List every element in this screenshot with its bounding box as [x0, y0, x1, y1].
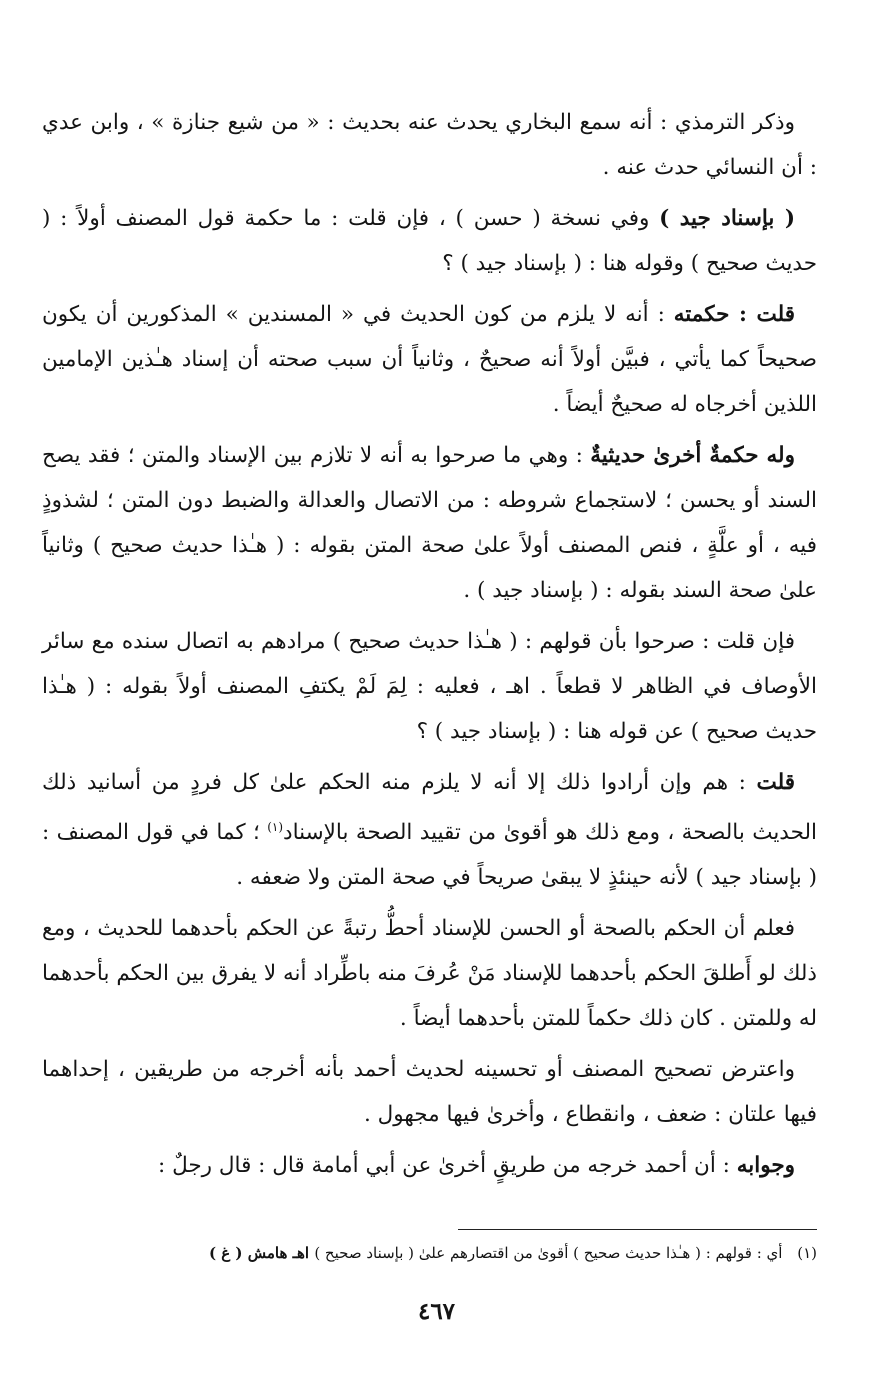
bold-term: قلت : حكمته [673, 302, 795, 327]
paragraph [42, 100, 817, 190]
paragraph [42, 1143, 817, 1188]
footnote-divider [458, 1229, 817, 1230]
paragraph-text: : هم وإن أرادوا ذلك إلا أنه لا يلزم منه الحكم علىٰ كل فردٍ من أسانيد ذلك الحديث بالصحة ، ومع ذلك هو أقوىٰ من تقييد الصحة بالإسناد [42, 770, 817, 846]
bold-term: وله حكمةٌ أخرىٰ حديثيةٌ [590, 443, 795, 468]
paragraph [42, 906, 817, 1041]
footnote-source: اهـ هامش ( غ ) [208, 1244, 315, 1262]
paragraph-text: : أنه لا يلزم من كون الحديث في « المسندين » المذكورين أن يكون صحيحاً كما يأتي ، فبيَّن أولاً أنه صحيحٌ ، وثانياً أن سبب صحته أن إسناد هـٰذين الإمامين اللذين أخرجاه له صحيحٌ أيضاً . [42, 302, 817, 417]
bold-term: وجوابه [736, 1153, 795, 1179]
footnote-ref: (١) [267, 820, 284, 834]
page-body [42, 100, 817, 1194]
bold-term: قلت [756, 770, 795, 795]
page-number: ٤٦٧ [417, 1298, 456, 1325]
paragraph [42, 619, 817, 754]
paragraph [42, 760, 817, 900]
paragraph-text: فعلم أن الحكم بالصحة أو الحسن للإسناد أحطُّ رتبةً عن الحكم بأحدهما للحديث ، ومع ذلك لو أَطلقَ الحكم بأحدهما للإسناد مَنْ عُرفَ منه باطِّراد أنه لا يفرق بين الحكم بأحدهما له وللمتن . كان ذلك حكماً للمتن بأحدهما أيضاً . [42, 916, 817, 1032]
paragraph [42, 433, 817, 613]
paragraph-text: ؛ كما في قول المصنف : ( بإسناد جيد ) لأنه حينئذٍ لا يبقىٰ صريحاً في صحة المتن ولا ضعفه . [42, 820, 817, 891]
paragraph-text: فإن قلت : صرحوا بأن قولهم : ( هـٰذا حديث صحيح ) مرادهم به اتصال سنده مع سائر الأوصاف في الظاهر لا قطعاً . اهـ ، فعليه : لِمَ لَمْ يكتفِ المصنف أولاً بقوله : ( هـٰذا حديث صحيح ) عن قوله هنا : ( بإسناد جيد ) ؟ [42, 629, 817, 744]
paragraph [42, 292, 817, 427]
footnote [42, 1240, 817, 1266]
paragraph-text: وذكر الترمذي : أنه سمع البخاري يحدث عنه بحديث : « من شيع جنازة » ، وابن عدي : أن النسائي حدث عنه . [42, 110, 817, 180]
paragraph-text: واعترض تصحيح المصنف أو تحسينه لحديث أحمد بأنه أخرجه من طريقين ، إحداهما فيها علتان : ضعف ، وانقطاع ، وأخرىٰ فيها مجهول . [42, 1057, 817, 1128]
paragraph-text: : أن أحمد خرجه من طريقٍ أخرىٰ عن أبي أمامة قال : قال رجلٌ : [158, 1153, 737, 1179]
bold-term: ( بإسناد جيد ) [659, 206, 796, 231]
paragraph [42, 1047, 817, 1137]
paragraph-text: وفي نسخة ( حسن ) ، فإن قلت : ما حكمة قول المصنف أولاً : ( حديث صحيح ) وقوله هنا : ( بإسناد جيد ) ؟ [42, 206, 817, 276]
paragraph [42, 196, 817, 286]
footnote-number: (١) [797, 1244, 817, 1262]
footnote-text: أي : قولهم : ( هـٰذا حديث صحيح ) أقوىٰ من اقتصارهم علىٰ ( بإسناد صحيح ) [314, 1244, 783, 1262]
paragraph-text: : وهي ما صرحوا به أنه لا تلازم بين الإسناد والمتن ؛ فقد يصح السند أو يحسن ؛ لاستجماع شروطه : من الاتصال والعدالة والضبط دون المتن ؛ لشذوذٍ فيه ، أو علَّةٍ ، فنص المصنف أولاً علىٰ صحة المتن بقوله : ( هـٰذا حديث صحيح ) وثانياً علىٰ صحة السند بقوله : ( بإسناد جيد ) . [42, 443, 817, 603]
